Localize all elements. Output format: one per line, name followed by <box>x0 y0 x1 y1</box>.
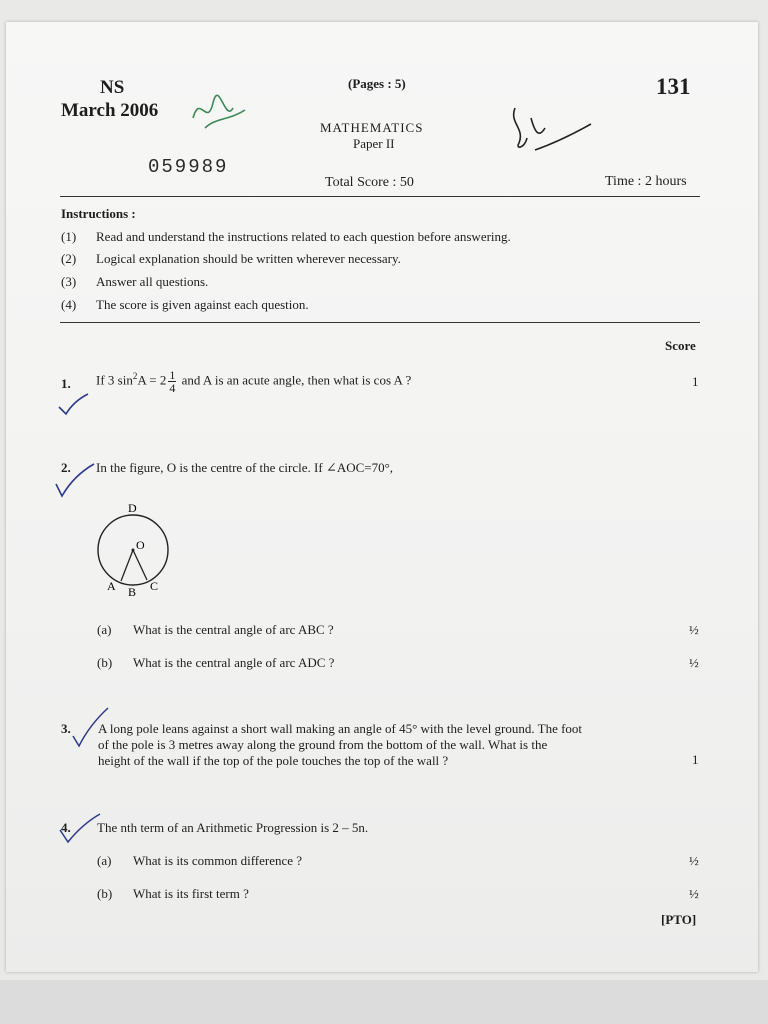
please-turn-over: [PTO] <box>661 912 697 927</box>
roll-number: 059989 <box>148 156 229 178</box>
background-strip <box>0 980 768 1024</box>
instruction-text: Read and understand the instructions related to each question before answering. <box>96 229 511 244</box>
question-4-text: The nth term of an Arithmetic Progression is 2 – 5n. <box>97 820 369 835</box>
tick-mark-icon <box>70 706 110 750</box>
question-2-text: In the figure, O is the centre of the circle. If ∠AOC=70°, <box>96 460 394 475</box>
time-allowed: Time : 2 hours <box>605 174 687 189</box>
label-b: B <box>128 585 137 599</box>
label-o: O <box>136 538 145 552</box>
question-number: 2. <box>61 460 71 475</box>
radius-oc <box>133 550 147 580</box>
sub-question-score: ½ <box>689 853 699 868</box>
tick-mark-icon <box>56 812 102 846</box>
green-signature-icon <box>185 88 255 138</box>
question-score: 1 <box>692 752 699 767</box>
instructions-title: Instructions : <box>61 206 136 221</box>
sub-question-score: ½ <box>689 622 699 637</box>
instruction-num: (2) <box>61 251 77 266</box>
tick-mark-icon <box>56 392 90 418</box>
question-number: 3. <box>61 721 71 736</box>
sub-question-text: What is its first term ? <box>133 886 249 901</box>
sub-question-score: ½ <box>689 886 699 901</box>
instruction-text: The score is given against each question. <box>96 297 309 312</box>
question-3-line: height of the wall if the top of the pole touches the top of the wall ? <box>98 753 449 768</box>
sub-label: (a) <box>97 853 112 868</box>
question-3-line: of the pole is 3 metres away along the ground from the bottom of the wall. What is the <box>98 737 548 752</box>
black-signature-icon <box>505 98 595 158</box>
sub-label: (b) <box>97 886 113 901</box>
sub-question-text: What is the central angle of arc ADC ? <box>133 655 335 670</box>
instruction-num: (4) <box>61 297 77 312</box>
pages-count: (Pages : 5) <box>348 76 406 91</box>
sub-question-score: ½ <box>689 655 699 670</box>
tick-mark-icon <box>52 462 96 500</box>
total-score: Total Score : 50 <box>325 175 414 190</box>
question-number: 1. <box>61 376 71 391</box>
label-c: C <box>150 579 159 593</box>
question-3-line: A long pole leans against a short wall making an angle of 45° with the level ground. The foot <box>98 721 583 736</box>
question-1-text: If 3 $\sin^2A = 2$ $\frac{1}{4}$ and A is an acute angle, then what is cos A ? <box>96 368 412 395</box>
sub-question-text: What is the central angle of arc ABC ? <box>133 622 334 637</box>
instruction-num: (1) <box>61 229 77 244</box>
subject-title: MATHEMATICS <box>320 120 424 135</box>
series-code: NS <box>100 77 125 98</box>
label-a: A <box>107 579 116 593</box>
sub-question-text: What is its common difference ? <box>133 853 303 868</box>
paper-number: Paper II <box>353 136 395 151</box>
header-divider <box>60 196 700 197</box>
question-number: 4. <box>61 820 71 835</box>
sub-label: (b) <box>97 655 113 670</box>
fraction: $\frac{1}{4}$ <box>169 368 176 395</box>
instruction-text: Answer all questions. <box>96 274 209 289</box>
sub-label: (a) <box>97 622 112 637</box>
instruction-num: (3) <box>61 274 77 289</box>
exam-date: March 2006 <box>61 100 159 121</box>
radius-oa <box>121 550 133 581</box>
instructions-divider <box>60 322 700 323</box>
label-d: D <box>128 501 137 515</box>
score-column-label: Score <box>665 338 696 353</box>
question-score: 1 <box>692 374 699 389</box>
centre-point <box>132 549 135 552</box>
circle-figure <box>90 498 180 600</box>
instruction-text: Logical explanation should be written wherever necessary. <box>96 251 401 266</box>
paper-code: 131 <box>656 74 691 99</box>
